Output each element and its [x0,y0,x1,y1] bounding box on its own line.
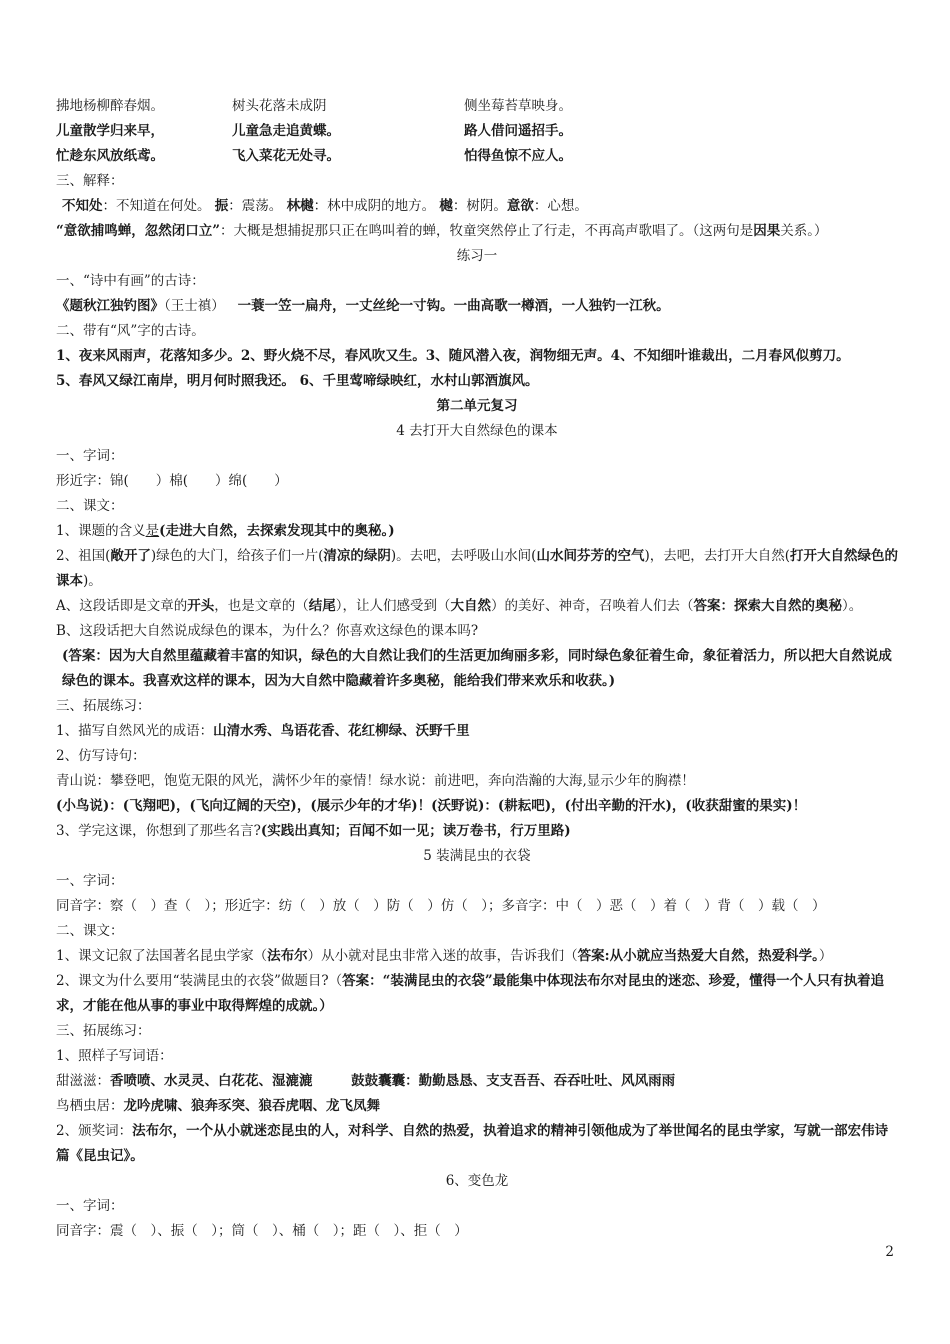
poem-title: 《题秋江独钓图》 [56,298,164,314]
question-text: ）的美好、神奇，召唤着人们去（ [491,598,694,614]
answer-text: 大自然 [450,598,491,614]
question-text: 1、课题的含义 [56,523,146,539]
pattern-example: 鸟栖虫居： [56,1098,124,1114]
question-paragraph [56,544,898,594]
answer-text: 答案：探索大自然的奥秘 [693,598,842,614]
term: 意欲 [506,198,534,214]
question-line [56,594,898,619]
definition: ：震荡。 [228,198,283,214]
unit-title: 第二单元复习 [436,398,518,414]
definition: ：不知道在何处。 [102,198,211,214]
pattern-example: 鼓鼓囊囊： [351,1073,419,1089]
question-text: ）从小就对昆虫非常入迷的故事，告诉我们（ [307,948,578,964]
word-pattern-line [56,1094,898,1119]
lesson-title: 5 装满昆虫的衣袋 [423,848,531,864]
question-text: 1、描写自然风光的成语： [56,723,214,739]
question-text: ）。 [842,598,863,614]
definition: ：林中成阴的地方。 [313,198,436,214]
question-line [56,719,898,744]
exercise-line: 同音字：察（ ）查（ ）；形近字：纺（ ）放（ ）防（ ）仿（ ）；多音字：中（ ）恶（ ）着（ ）背（ ）载（ ） [56,898,826,914]
answer-line: (小鸟说)：(飞翔吧)，(飞向辽阔的天空)，(展示少年的才华)！(沃野说)：(耕耘吧)，(付出辛勤的汗水)，(收获甜蜜的果实)！ [56,798,807,814]
definition: ：树阴。 [452,198,507,214]
answer-text: 打开大自然绿色的课本 [56,548,898,589]
exercise-line: 同音字：震（ ）、振（ ）；筒（ ）、桶（ ）；距（ ）、拒（ ） [56,1223,468,1239]
question-paragraph [56,969,898,1019]
poem-row-1 [56,94,898,119]
question-line [56,944,898,969]
answer-text: (实践出真知；百闻不如一见；读万卷书，行万里路) [260,823,571,839]
poem-author: （王士禛） [164,298,225,314]
question-text: 1、课文记叙了法国著名昆虫学家（ [56,948,268,964]
poem-example [56,294,898,319]
poem-line: 儿童急走追黄蝶。 [232,123,340,139]
section-heading: 一、字词： [56,448,124,464]
question-paragraph [56,1119,898,1169]
answer-text: 结尾 [308,598,336,614]
word-pattern-line [56,1069,898,1094]
section-heading: 三、拓展练习： [56,1023,151,1039]
section-heading: 二、课文： [56,498,124,514]
poem-line: 路人借问遥招手。 [464,123,572,139]
term: 樾 [439,198,453,214]
answer-text: 清凉的绿阴 [323,548,391,564]
question-text: 3、学完这课，你想到了那些名言? [56,823,261,839]
answer-text: 开头 [187,598,215,614]
question-text: 是 [145,523,160,539]
exercise-title: 练习一 [456,248,498,264]
question-line: 1、照样子写词语： [56,1048,173,1064]
poem-line: 忙趁东风放纸鸢。 [56,148,164,164]
answer-text: 龙吟虎啸、狼奔豕突、狼吞虎咽、龙飞凤舞 [123,1098,380,1114]
question-text: )绿色的大门，给孩子们一片( [150,548,324,564]
poem-row-2 [56,119,898,144]
exercise-line: 形近字：锦( ）棉( ）绵( ） [56,473,288,489]
question-line [56,519,898,544]
poem-line: 拂地杨柳醉春烟。 [56,98,164,114]
question-text: 2、颁奖词： [56,1123,133,1139]
section-heading: 一、“诗中有画”的古诗： [56,273,205,289]
example-line: 青山说：攀登吧，饱览无限的风光，满怀少年的豪情！绿水说：前进吧，奔向浩瀚的大海,显示少年的胸襟！ [56,773,695,789]
poem-line: 树头花落未成阴 [232,98,327,114]
question-text: A、这段话即是文章的 [56,598,188,614]
question-line: 2、仿写诗句： [56,748,146,764]
section-heading: 三、解释： [56,173,124,189]
answer-text: 答案：“装满昆虫的衣袋”最能集中体现法布尔对昆虫的迷恋、珍爱，懂得一个人只有执着追求，才能在他从事的事业中取得辉煌的成就。） [56,973,885,1014]
poem-line: 飞入菜花无处寻。 [232,148,340,164]
definition: ：心想。 [533,198,588,214]
question-line [56,819,898,844]
section-heading: 一、字词： [56,873,124,889]
wind-poems-line: 5、春风又绿江南岸，明月何时照我还。 6、千里莺啼绿映红，水村山郭酒旗风。 [56,373,539,389]
poem-line: 怕得鱼惊不应人。 [464,148,572,164]
answer-text: 敞开了 [110,548,151,564]
answer-text: 香喷喷、水灵灵、白花花、湿漉漉 [110,1073,313,1089]
section-heading: 一、字词： [56,1198,124,1214]
term: 不知处 [62,198,103,214]
poem-text: 一蓑一笠一扁舟，一丈丝纶一寸钩。一曲高歌一樽酒，一人独钓一江秋。 [237,298,670,314]
answer-text: (走进大自然，去探索发现其中的奥秘。) [159,523,395,539]
pattern-example: 甜滋滋： [56,1073,110,1089]
document-page [56,94,898,1244]
quote-explanation [56,219,898,244]
answer-text: 勤勤恳恳、支支吾吾、吞吞吐吐、风风雨雨 [418,1073,676,1089]
answer-text: 答案:从小就应当热爱大自然，热爱科学。 [577,948,819,964]
question-text: ），让人们感受到（ [335,598,451,614]
answer-text: 法布尔，一个从小就迷恋昆虫的人，对科学、自然的热爱，执着追求的精神引领他成为了举世闻名的昆虫学家，写就一部宏伟诗篇《昆虫记》。 [56,1123,889,1164]
question-text: )。去吧，去呼吸山水间( [390,548,537,564]
quote-meaning-end: 关系。） [780,223,828,239]
answer-text: 法布尔 [267,948,308,964]
section-heading: 三、拓展练习： [56,698,151,714]
question-text: )。 [83,573,102,589]
lesson-title: 6、变色龙 [445,1173,509,1189]
poem-line: 儿童散学归来早， [56,123,164,139]
question-text: 2、祖国( [56,548,111,564]
answer-paragraph: (答案：因为大自然里蕴藏着丰富的知识，绿色的大自然让我们的生活更加绚丽多彩，同时绿色象征着生命，象征着活力，所以把大自然说成绿色的课本。我喜欢这样的课本，因为大自然中隐藏着许多奥秘，能给我们带来欢乐和收获。) [62,648,892,689]
question-text: ，也是文章的（ [214,598,309,614]
answer-text: 山水间芬芳的空气 [536,548,645,564]
answer-text: 山清水秀、鸟语花香、花红柳绿、沃野千里 [213,723,470,739]
section-heading: 二、带有“风”字的古诗。 [56,323,205,339]
quote-meaning: ：大概是想捕捉那只正在鸣叫着的蝉，牧童突然停止了行走，不再高声歌唱了。（这两句是 [220,223,754,239]
term: 振 [214,198,229,214]
poem-row-3 [56,144,898,169]
lesson-title: 4 去打开大自然绿色的课本 [396,423,558,439]
keyword: 因果 [753,223,781,239]
word-explanations [56,194,898,219]
poem-line: 侧坐莓苔草映身。 [464,98,572,114]
question-text: )，去吧，去打开大自然( [644,548,790,564]
quote-text: “意欲捕鸣蝉，忽然闭口立” [56,223,221,239]
question-text: ） [818,948,833,964]
page-number: 2 [885,1244,894,1260]
question-text: 2、课文为什么要用“装满昆虫的衣袋”做题目?（ [56,973,343,989]
section-heading: 二、课文： [56,923,124,939]
term: 林樾 [286,198,314,214]
question-line: B、这段话把大自然说成绿色的课本，为什么？你喜欢这绿色的课本吗? [56,623,479,639]
wind-poems-line: 1、夜来风雨声，花落知多少。2、野火烧不尽，春风吹又生。3、随风潜入夜，润物细无声。4、不知细叶谁裁出，二月春风似剪刀。 [56,348,850,364]
